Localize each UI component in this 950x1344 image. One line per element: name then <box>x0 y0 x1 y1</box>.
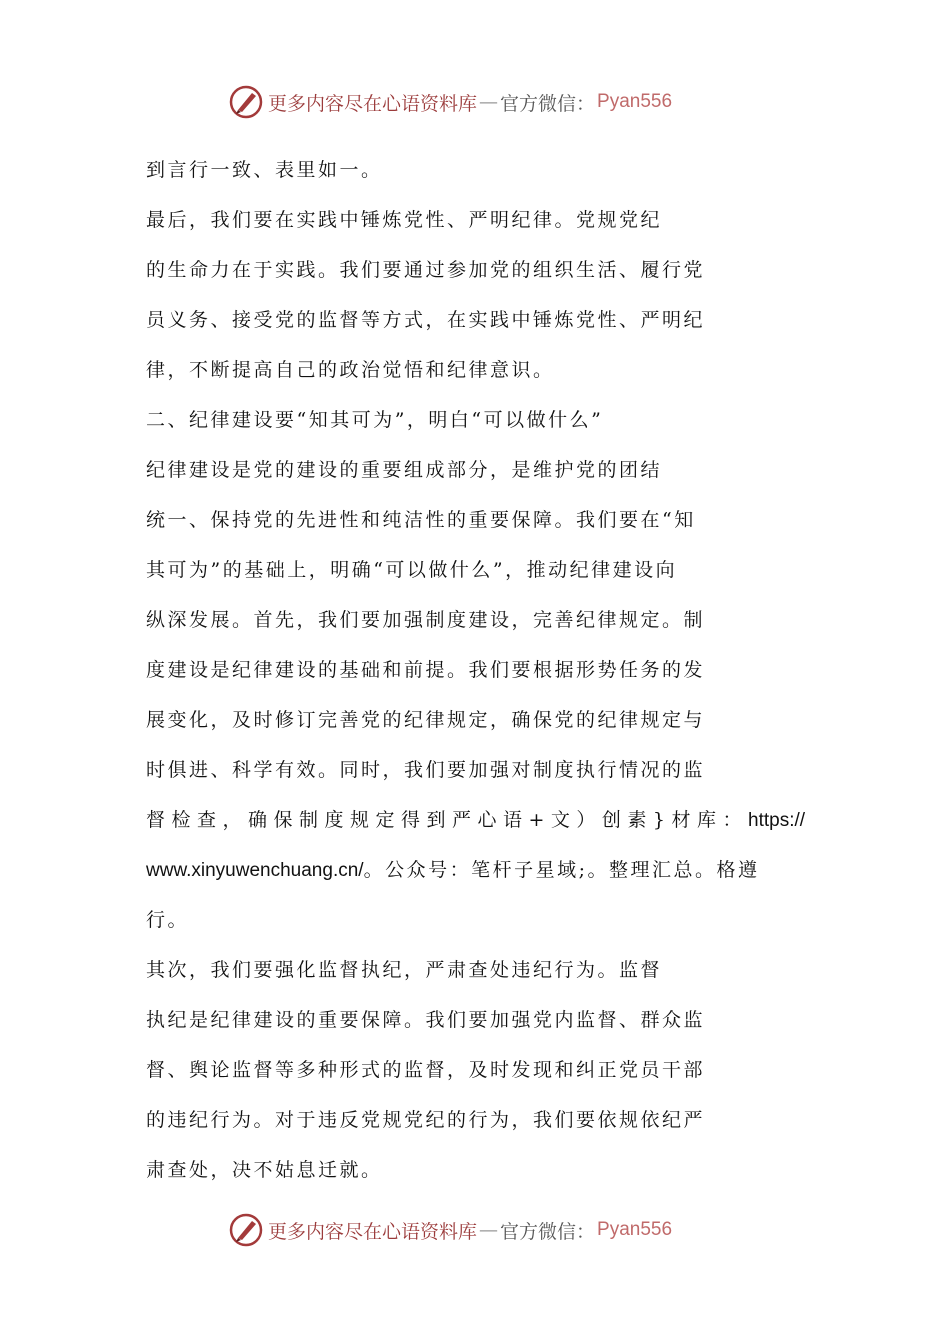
header-banner <box>228 82 672 122</box>
text-line: 行。 <box>146 909 190 931</box>
text-segment: 。公众号：笔杆子星域;。整理汇总。格遵 <box>363 859 760 881</box>
text-line: 执纪是纪律建设的重要保障。我们要加强党内监督、群众监 <box>146 1009 706 1031</box>
banner-main-text: 更多内容尽在心语资料库 <box>268 1220 478 1243</box>
pen-logo-icon <box>228 84 264 120</box>
banner-wechat-id: Pyan556 <box>597 91 673 112</box>
url-fragment: https:// <box>748 810 806 831</box>
section-heading: 二、纪律建设要“知其可为”，明白“可以做什么” <box>146 409 604 431</box>
text-segment: 督检查，确保制度规定得到严心语+文）创素}材库： <box>146 809 749 831</box>
text-line: 展变化，及时修订完善党的纪律规定，确保党的纪律规定与 <box>146 709 706 731</box>
text-line: 纵深发展。首先，我们要加强制度建设，完善纪律规定。制 <box>146 609 706 631</box>
banner-official-label: 官方微信： <box>500 92 596 115</box>
text-line: 其可为”的基础上，明确“可以做什么”，推动纪律建设向 <box>146 559 678 581</box>
text-line <box>146 800 826 850</box>
text-line: 督、舆论监督等多种形式的监督，及时发现和纠正党员干部 <box>146 1059 706 1081</box>
text-line: 员义务、接受党的监督等方式，在实践中锤炼党性、严明纪 <box>146 309 706 331</box>
text-line: 到言行一致、表里如一。 <box>146 159 383 181</box>
text-line: 最后，我们要在实践中锤炼党性、严明纪律。党规党纪 <box>146 209 663 231</box>
text-line: 其次，我们要强化监督执纪，严肃查处违纪行为。监督 <box>146 959 663 981</box>
text-line: 的违纪行为。对于违反党规党纪的行为，我们要依规依纪严 <box>146 1109 706 1131</box>
pen-logo-icon <box>228 1212 264 1248</box>
text-line: 律，不断提高自己的政治觉悟和纪律意识。 <box>146 359 555 381</box>
website-url: www.xinyuwenchuang.cn/ <box>146 860 364 881</box>
banner-main-text: 更多内容尽在心语资料库 <box>268 92 478 115</box>
text-line: 统一、保持党的先进性和纯洁性的重要保障。我们要在“知 <box>146 509 696 531</box>
banner-separator: — <box>479 1219 499 1241</box>
text-line: 的生命力在于实践。我们要通过参加党的组织生活、履行党 <box>146 259 706 281</box>
banner-separator: — <box>479 91 499 113</box>
banner-wechat-id: Pyan556 <box>597 1219 673 1240</box>
footer-banner <box>228 1210 672 1250</box>
text-line <box>146 850 826 900</box>
text-line: 纪律建设是党的建设的重要组成部分，是维护党的团结 <box>146 459 663 481</box>
text-line: 度建设是纪律建设的基础和前提。我们要根据形势任务的发 <box>146 659 706 681</box>
text-line: 肃查处，决不姑息迁就。 <box>146 1159 383 1181</box>
banner-official-label: 官方微信： <box>500 1220 596 1243</box>
text-line: 时俱进、科学有效。同时，我们要加强对制度执行情况的监 <box>146 759 706 781</box>
document-body <box>146 150 826 1200</box>
